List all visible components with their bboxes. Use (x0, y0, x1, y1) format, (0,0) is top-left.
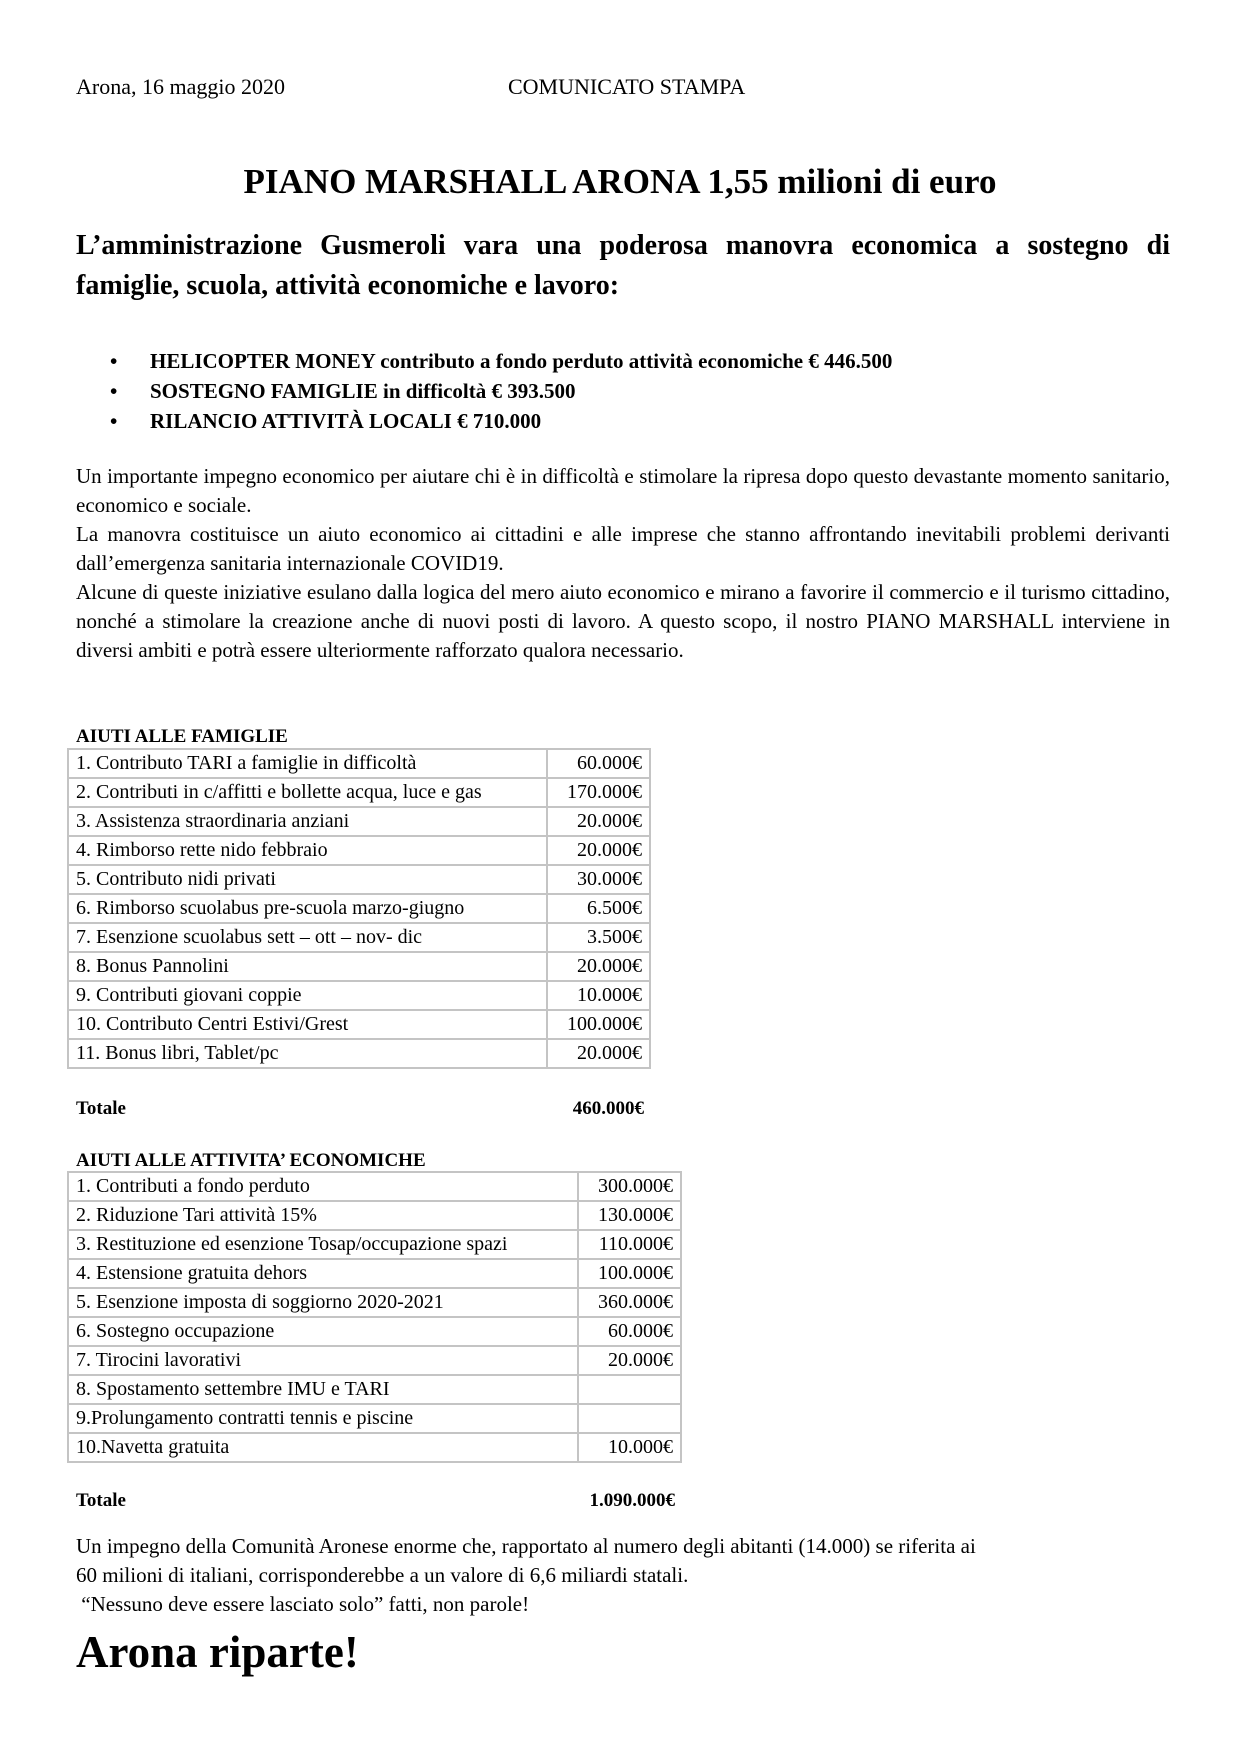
slogan: Arona riparte! (76, 1627, 359, 1677)
table-row (68, 865, 650, 894)
table-row (68, 894, 650, 923)
table-row (68, 1375, 681, 1404)
item-cell: 2. Contributi in c/affitti e bollette acqua, luce e gas (68, 778, 547, 807)
bullet-text: RILANCIO ATTIVITÀ LOCALI € 710.000 (150, 409, 542, 433)
item-cell: 5. Esenzione imposta di soggiorno 2020-2021 (68, 1288, 578, 1317)
table-row (68, 1010, 650, 1039)
item-cell: 8. Bonus Pannolini (68, 952, 547, 981)
attivita-table (67, 1171, 682, 1463)
closing-line: 60 milioni di italiani, corrisponderebbe a un valore di 6,6 miliardi statali. (76, 1563, 689, 1587)
item-cell: 10. Contributo Centri Estivi/Grest (68, 1010, 547, 1039)
table-row (68, 1288, 681, 1317)
item-cell: 5. Contributo nidi privati (68, 865, 547, 894)
intro-text (76, 462, 1170, 665)
bullet-icon: • (110, 379, 118, 403)
list-item (76, 406, 1170, 436)
bullet-icon: • (110, 409, 118, 433)
amount-cell: 60.000€ (578, 1317, 681, 1346)
highlights-list (76, 346, 1170, 436)
table-row (68, 981, 650, 1010)
closing-line: Un impegno della Comunità Aronese enorme che, rapportato al numero degli abitanti (14.000) se riferita ai (76, 1534, 976, 1558)
table-row (68, 1039, 650, 1068)
table-row (68, 1201, 681, 1230)
table-row (68, 1404, 681, 1433)
amount-cell: 20.000€ (578, 1346, 681, 1375)
paragraph: La manovra costituisce un aiuto economico ai cittadini e alle imprese che stanno affrontando inevitabili problemi derivanti dall’emergenza sanitaria internazionale COVID19. (76, 522, 1170, 575)
table-row (68, 807, 650, 836)
closing-quote: “Nessuno deve essere lasciato solo” fatti, non parole! (76, 1592, 530, 1616)
famiglie-total-value: 460.000€ (572, 1098, 644, 1119)
table-row (68, 1259, 681, 1288)
list-item (76, 346, 1170, 376)
attivita-heading: AIUTI ALLE ATTIVITA’ ECONOMICHE (76, 1150, 426, 1171)
famiglie-total-label: Totale (76, 1098, 126, 1119)
table-row (68, 836, 650, 865)
bullet-icon: • (110, 349, 118, 373)
table-row (68, 952, 650, 981)
item-cell: 11. Bonus libri, Tablet/pc (68, 1039, 547, 1068)
item-cell: 7. Esenzione scuolabus sett – ott – nov- dic (68, 923, 547, 952)
attivita-total-value: 1.090.000€ (589, 1490, 675, 1511)
item-cell: 1. Contributo TARI a famiglie in difficoltà (68, 749, 547, 778)
amount-cell: 130.000€ (578, 1201, 681, 1230)
attivita-total-label: Totale (76, 1490, 126, 1511)
table-row (68, 1433, 681, 1462)
famiglie-heading: AIUTI ALLE FAMIGLIE (76, 726, 288, 747)
paragraph: Un importante impegno economico per aiutare chi è in difficoltà e stimolare la ripresa dopo questo devastante momento sanitario, economico e sociale. (76, 464, 1170, 517)
place-date: Arona, 16 maggio 2020 (76, 74, 285, 99)
subtitle: L’amministrazione Gusmeroli vara una poderosa manovra economica a sostegno di famiglie, scuola, attività economiche e lavoro: (76, 230, 1170, 301)
amount-cell: 6.500€ (547, 894, 650, 923)
table-row (68, 1346, 681, 1375)
item-cell: 6. Sostegno occupazione (68, 1317, 578, 1346)
item-cell: 9.Prolungamento contratti tennis e piscine (68, 1404, 578, 1433)
item-cell: 6. Rimborso scuolabus pre-scuola marzo-giugno (68, 894, 547, 923)
item-cell: 8. Spostamento settembre IMU e TARI (68, 1375, 578, 1404)
closing-text (76, 1532, 1176, 1619)
item-cell: 1. Contributi a fondo perduto (68, 1172, 578, 1201)
amount-cell: 30.000€ (547, 865, 650, 894)
item-cell: 4. Rimborso rette nido febbraio (68, 836, 547, 865)
amount-cell: 20.000€ (547, 1039, 650, 1068)
amount-cell: 20.000€ (547, 952, 650, 981)
press-release-label: COMUNICATO STAMPA (508, 74, 746, 99)
famiglie-table (67, 748, 651, 1069)
amount-cell: 100.000€ (547, 1010, 650, 1039)
amount-cell (578, 1404, 681, 1433)
list-item (76, 376, 1170, 406)
table-row (68, 1230, 681, 1259)
table-row (68, 1172, 681, 1201)
page-title: PIANO MARSHALL ARONA 1,55 milioni di euro (243, 162, 997, 201)
amount-cell (578, 1375, 681, 1404)
item-cell: 4. Estensione gratuita dehors (68, 1259, 578, 1288)
item-cell: 3. Assistenza straordinaria anziani (68, 807, 547, 836)
item-cell: 9. Contributi giovani coppie (68, 981, 547, 1010)
amount-cell: 110.000€ (578, 1230, 681, 1259)
paragraph: Alcune di queste iniziative esulano dalla logica del mero aiuto economico e mirano a favorire il commercio e il turismo cittadino, nonché a stimolare la creazione anche di nuovi posti di lavoro. A questo scopo, il nostro PIANO MARSHALL interviene in diversi ambiti e potrà essere ulteriormente rafforzato qualora necessario. (76, 580, 1170, 662)
item-cell: 10.Navetta gratuita (68, 1433, 578, 1462)
amount-cell: 170.000€ (547, 778, 650, 807)
amount-cell: 10.000€ (578, 1433, 681, 1462)
amount-cell: 100.000€ (578, 1259, 681, 1288)
amount-cell: 20.000€ (547, 807, 650, 836)
item-cell: 7. Tirocini lavorativi (68, 1346, 578, 1375)
table-row (68, 923, 650, 952)
bullet-text: SOSTEGNO FAMIGLIE in difficoltà € 393.500 (150, 379, 576, 403)
item-cell: 3. Restituzione ed esenzione Tosap/occupazione spazi (68, 1230, 578, 1259)
table-row (68, 749, 650, 778)
amount-cell: 20.000€ (547, 836, 650, 865)
item-cell: 2. Riduzione Tari attività 15% (68, 1201, 578, 1230)
table-row (68, 778, 650, 807)
table-row (68, 1317, 681, 1346)
amount-cell: 360.000€ (578, 1288, 681, 1317)
amount-cell: 3.500€ (547, 923, 650, 952)
amount-cell: 60.000€ (547, 749, 650, 778)
amount-cell: 300.000€ (578, 1172, 681, 1201)
amount-cell: 10.000€ (547, 981, 650, 1010)
bullet-text: HELICOPTER MONEY contributo a fondo perduto attività economiche € 446.500 (150, 349, 893, 373)
